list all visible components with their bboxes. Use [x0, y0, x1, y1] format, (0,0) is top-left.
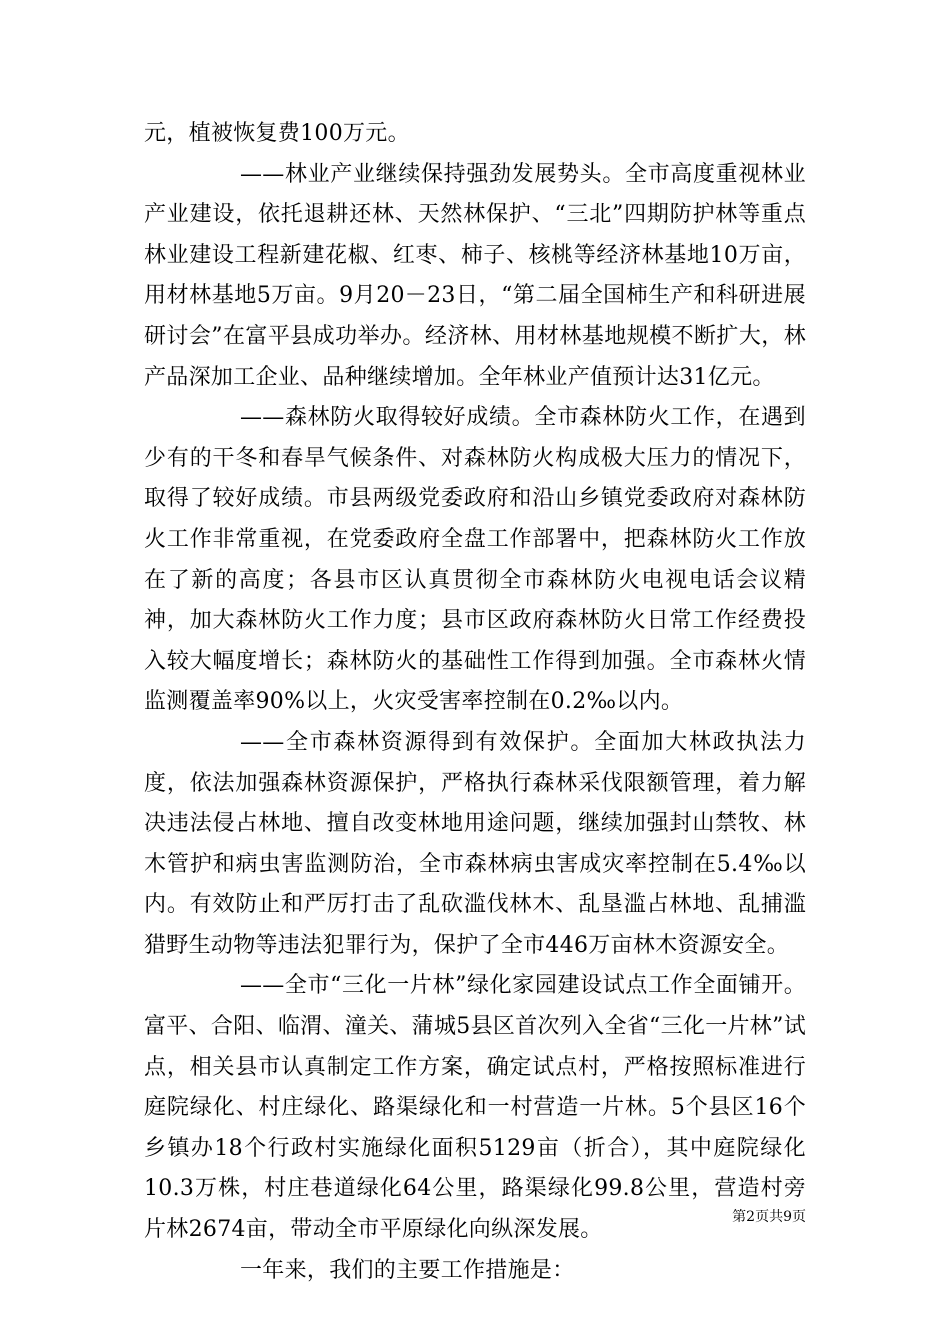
paragraph-fire-prevention: ——森林防火取得较好成绩。全市森林防火工作，在遇到少有的干冬和春旱气候条件、对森林防火构成极大压力的情况下，取得了较好成绩。市县两级党委政府和沿山乡镇党委政府对森林防火工作非常重视，在党委政府全盘工作部署中，把森林防火工作放在了新的高度；各县市区认真贯彻全市森林防火电视电话会议精神，加大森林防火工作力度；县市区政府森林防火日常工作经费投入较大幅度增长；森林防火的基础性工作得到加强。全市森林火情监测覆盖率90%以上，火灾受害率控制在0.2‰以内。 — [144, 405, 806, 715]
paragraph-measures-intro: 一年来，我们的主要工作措施是： — [240, 1257, 575, 1283]
paragraph-greening-pilot: ——全市“三化一片林”绿化家园建设试点工作全面铺开。富平、合阳、临渭、潼关、蒲城5县区首次列入全省“三化一片林”试点，相关县市认真制定工作方案，确定试点村，严格按照标准进行庭院绿化、村庄绿化、路渠绿化和一村营造一片林。5个县区16个乡镇办18个行政村实施绿化面积5129亩（折合），其中庭院绿化10.3万株，村庄巷道绿化64公里，路渠绿化99.8公里，营造村旁片林2674亩，带动全市平原绿化向纵深发展。 — [144, 973, 806, 1243]
paragraph-continuation: 元，植被恢复费100万元。 — [144, 121, 410, 146]
document-body — [144, 114, 806, 1291]
page-number: 第2页共9页 — [732, 1209, 806, 1225]
paragraph-resource-protection: ——全市森林资源得到有效保护。全面加大林政执法力度，依法加强森林资源保护，严格执行森林采伐限额管理，着力解决违法侵占林地、擅自改变林地用途问题，继续加强封山禁牧、林木管护和病虫害监测防治，全市森林病虫害成灾率控制在5.4‰以内。有效防止和严厉打击了乱砍滥伐林木、乱垦滥占林地、乱捕滥猎野生动物等违法犯罪行为，保护了全市446万亩林木资源安全。 — [144, 729, 806, 958]
paragraph-forestry-industry: ——林业产业继续保持强劲发展势头。全市高度重视林业产业建设，依托退耕还林、天然林保护、“三北”四期防护林等重点林业建设工程新建花椒、红枣、柿子、核桃等经济林基地10万亩，用材林基地5万亩。9月20－23日，“第二届全国柿生产和科研进展研讨会”在富平县成功举办。经济林、用材林基地规模不断扩大，林产品深加工企业、品种继续增加。全年林业产值预计达31亿元。 — [144, 161, 806, 390]
